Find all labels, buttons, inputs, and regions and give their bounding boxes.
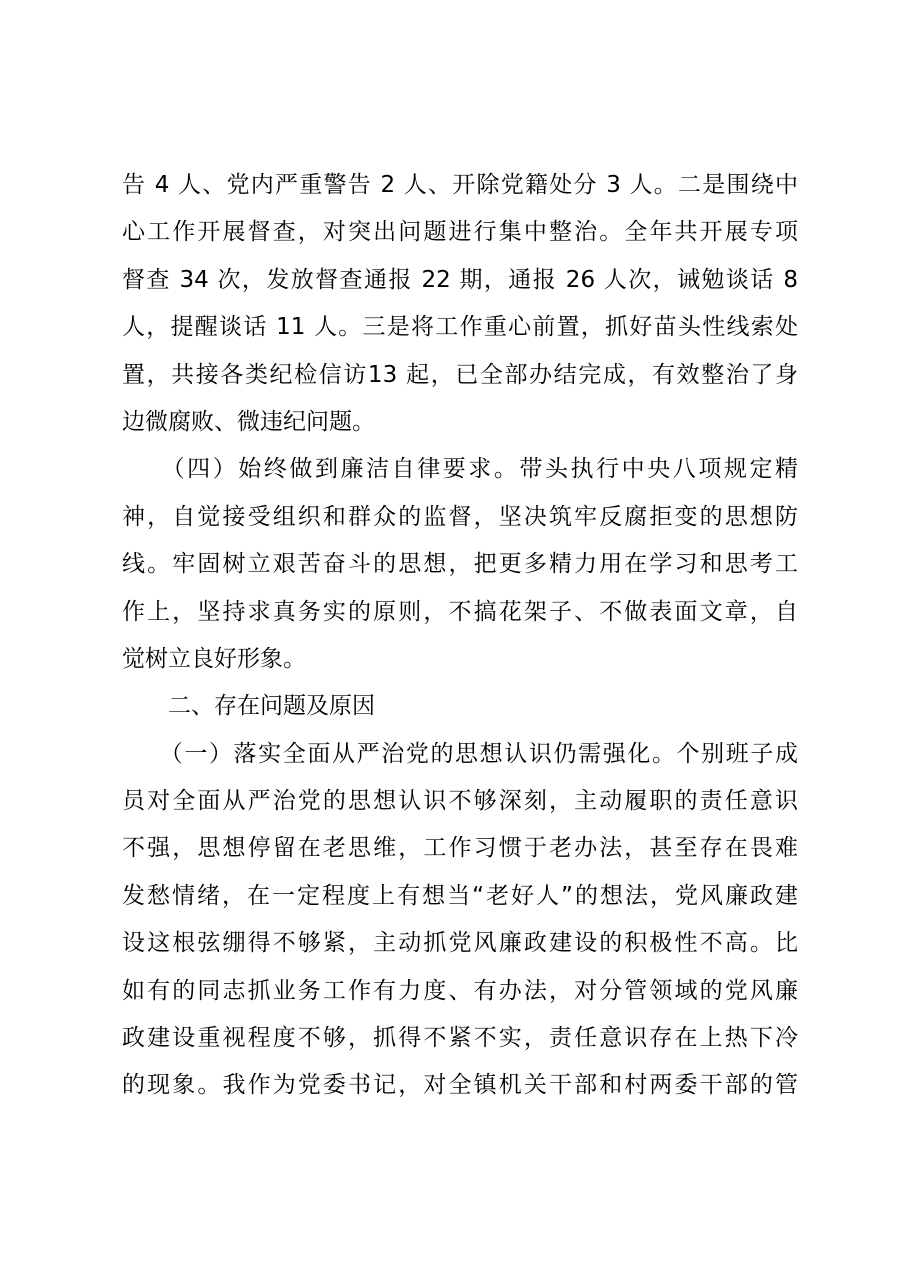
text-line: 设这根弦绷得不够紧，主动抓党风廉政建设的积极性不高。比 <box>122 930 798 957</box>
text-line: 作上，坚持求真务实的原则，不搞花架子、不做表面文章，自 <box>122 598 798 625</box>
text-line: （四）始终做到廉洁自律要求。带头执行中央八项规定精 <box>122 456 798 483</box>
text-line: 的现象。我作为党委书记，对全镇机关干部和村两委干部的管 <box>122 1072 798 1099</box>
text-line: 员对全面从严治党的思想认识不够深刻，主动履职的责任意识 <box>122 788 798 815</box>
text-line: 觉树立良好形象。 <box>122 645 306 672</box>
text-line: 不强，思想停留在老思维，工作习惯于老办法，甚至存在畏难 <box>122 835 798 862</box>
text-line: 神，自觉接受组织和群众的监督，坚决筑牢反腐拒变的思想防 <box>122 503 798 530</box>
text-line: 政建设重视程度不够，抓得不紧不实，责任意识存在上热下冷 <box>122 1025 798 1052</box>
text-line: 发愁情绪，在一定程度上有想当“老好人”的想法，党风廉政建 <box>122 882 798 909</box>
section-heading: 二、存在问题及原因 <box>122 693 375 720</box>
text-line: （一）落实全面从严治党的思想认识仍需强化。个别班子成 <box>122 740 798 767</box>
text-line: 心工作开展督查，对突出问题进行集中整治。全年共开展专项 <box>122 219 798 246</box>
text-line: 督查 34 次，发放督查通报 22 期，通报 26 人次，诫勉谈话 8 <box>122 266 798 293</box>
document-body <box>122 162 798 1110</box>
text-line: 人，提醒谈话 11 人。三是将工作重心前置，抓好苗头性线索处 <box>122 314 798 341</box>
text-line: 线。牢固树立艰苦奋斗的思想，把更多精力用在学习和思考工 <box>122 551 798 578</box>
text-line: 置，共接各类纪检信访13 起，已全部办结完成，有效整治了身 <box>122 361 798 388</box>
text-line: 如有的同志抓业务工作有力度、有办法，对分管领域的党风廉 <box>122 977 798 1004</box>
text-line: 告 4 人、党内严重警告 2 人、开除党籍处分 3 人。二是围绕中 <box>122 172 798 198</box>
text-line: 边微腐败、微违纪问题。 <box>122 408 375 435</box>
